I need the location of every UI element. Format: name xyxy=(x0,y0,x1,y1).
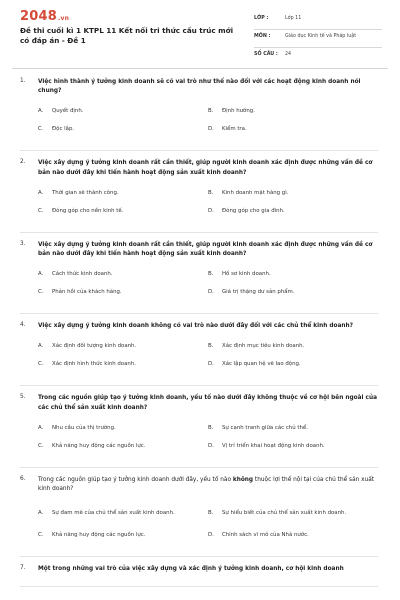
option-letter: D. xyxy=(208,207,214,214)
option-letter: C. xyxy=(38,442,44,449)
option-letter: B. xyxy=(208,343,214,350)
option-text: Đóng góp cho gia đình. xyxy=(222,207,285,214)
option-b[interactable] xyxy=(208,107,378,115)
option-d[interactable] xyxy=(208,442,378,450)
question-3 xyxy=(20,241,378,314)
question-1 xyxy=(20,78,378,151)
meta-key-class: LỚP : xyxy=(254,16,269,21)
option-text: Sự hiểu biết của chủ thể sản xuất kinh doanh. xyxy=(222,510,347,517)
document-header xyxy=(0,0,400,62)
option-text: Thời gian sẽ thành công. xyxy=(52,189,119,196)
option-text: Xác định hình thức kinh doanh. xyxy=(52,361,136,368)
meta-row-question-count xyxy=(254,48,382,65)
question-number: 4. xyxy=(20,322,26,329)
question-7 xyxy=(20,565,378,587)
option-text: Hồ sơ kinh doanh. xyxy=(222,271,271,278)
question-5 xyxy=(20,394,378,467)
option-text: Khả năng huy động các nguồn lực. xyxy=(52,442,146,449)
question-4 xyxy=(20,322,378,386)
option-text: Kiểm tra. xyxy=(222,126,247,133)
option-c[interactable] xyxy=(38,442,208,450)
question-text: Việc xây dựng ý tưởng kinh doanh rất cần thiết, giúp người kinh doanh xác định được những vấn đề cơ bản nào dưới đây khi tiến hành hoạt động sản xuất kinh doanh? xyxy=(38,241,373,258)
option-text: Kinh doanh mặt hàng gì. xyxy=(222,189,289,196)
answer-options xyxy=(38,265,378,301)
option-text: Chính sách vĩ mô của Nhà nước. xyxy=(222,532,309,539)
option-b[interactable] xyxy=(208,189,378,197)
option-a[interactable] xyxy=(38,342,208,350)
question-text: Việc xây dựng ý tưởng kinh doanh không có vai trò nào dưới đây đối với các chủ thể kinh doanh? xyxy=(38,323,354,330)
option-a[interactable] xyxy=(38,189,208,197)
question-number: 5. xyxy=(20,394,26,401)
question-text: Việc hình thành ý tưởng kinh doanh sẽ có vai trò như thế nào đối với các hoạt động kinh doanh nói chung? xyxy=(38,79,361,95)
option-letter: C. xyxy=(38,126,44,133)
answer-options xyxy=(38,102,378,138)
option-b[interactable] xyxy=(208,342,378,350)
meta-value-subject: Giáo dục Kinh tế và Pháp luật xyxy=(285,34,357,39)
site-logo[interactable] xyxy=(20,9,69,24)
option-letter: A. xyxy=(38,108,44,115)
option-letter: C. xyxy=(38,361,44,368)
option-text: Giá trị thặng dư sản phẩm. xyxy=(222,289,295,296)
meta-row-subject xyxy=(254,30,382,48)
option-d[interactable] xyxy=(208,360,378,368)
option-d[interactable] xyxy=(208,288,378,296)
answer-options xyxy=(38,419,378,455)
meta-key-question-count: SỐ CÂU : xyxy=(254,52,278,57)
option-text: Vị trí triển khai hoạt động kinh doanh. xyxy=(222,442,325,449)
option-b[interactable] xyxy=(208,509,378,517)
question-number: 3. xyxy=(20,240,26,247)
question-text: Việc xây dựng ý tưởng kinh doanh rất cần thiết, giúp người kinh doanh xác định được những vấn đề cơ bản nào dưới đây khi tiến hành hoạt động sản xuất kinh doanh? xyxy=(38,160,373,176)
answer-options xyxy=(38,500,378,544)
question-text: Một trong những vai trò của việc xây dựng và xác định ý tưởng kinh doanh, cơ hội kinh doanh xyxy=(38,566,344,573)
option-letter: D. xyxy=(208,442,214,449)
option-letter: A. xyxy=(38,271,44,278)
option-letter: D. xyxy=(208,126,214,133)
option-a[interactable] xyxy=(38,270,208,278)
option-letter: B. xyxy=(208,510,214,517)
question-text xyxy=(38,476,378,494)
option-letter: C. xyxy=(38,207,44,214)
option-text: Xác lập quan hệ vẽ lao động. xyxy=(222,361,301,368)
option-text: Khả năng huy động các nguồn lực. xyxy=(52,532,146,539)
option-text: Độc lập. xyxy=(52,126,75,133)
question-number: 2. xyxy=(20,159,26,166)
question-emphasis: không xyxy=(232,476,254,483)
question-text-part: thuộc lợi thế nội tại của chủ thể sản xuất kinh doanh? xyxy=(38,476,375,493)
option-b[interactable] xyxy=(208,424,378,432)
option-letter: A. xyxy=(38,510,44,517)
option-c[interactable] xyxy=(38,125,208,133)
option-letter: A. xyxy=(38,424,44,431)
option-letter: C. xyxy=(38,532,44,539)
document-title: Đề thi cuối kì 1 KTPL 11 Kết nối tri thức cấu trúc mới có đáp án - Đề 1 xyxy=(20,26,234,45)
site-logo-suffix: .vn xyxy=(57,15,70,22)
question-text-part: Trong các nguồn giúp tạo ý tưởng kinh doanh dưới đây, yếu tố nào xyxy=(38,476,233,483)
option-c[interactable] xyxy=(38,360,208,368)
option-text: Phản hồi của khách hàng. xyxy=(52,289,122,296)
option-letter: A. xyxy=(38,189,44,196)
option-c[interactable] xyxy=(38,207,208,215)
question-number: 1. xyxy=(20,78,26,84)
question-2 xyxy=(20,159,378,232)
option-d[interactable] xyxy=(208,531,378,539)
option-letter: C. xyxy=(38,289,44,296)
document-meta xyxy=(254,12,382,65)
option-a[interactable] xyxy=(38,107,208,115)
answer-options xyxy=(38,337,378,373)
meta-key-subject: MÔN : xyxy=(254,34,271,39)
option-letter: D. xyxy=(208,361,214,368)
meta-value-class: Lớp 11 xyxy=(285,16,302,21)
question-6 xyxy=(20,476,378,557)
question-number: 6. xyxy=(20,475,26,482)
option-text: Sự cạnh tranh giữa các chủ thể. xyxy=(222,424,308,431)
option-text: Cách thức kinh doanh. xyxy=(52,271,113,278)
option-a[interactable] xyxy=(38,509,208,517)
option-letter: D. xyxy=(208,532,214,539)
header-divider xyxy=(12,68,388,69)
option-b[interactable] xyxy=(208,270,378,278)
option-letter: B. xyxy=(208,424,214,431)
option-text: Quyết định. xyxy=(52,108,84,115)
option-letter: A. xyxy=(38,343,44,350)
meta-value-question-count: 24 xyxy=(285,52,292,57)
option-text: Định hướng. xyxy=(222,108,255,115)
answer-options xyxy=(38,184,378,220)
option-a[interactable] xyxy=(38,424,208,432)
meta-row-class xyxy=(254,12,382,30)
option-letter: B. xyxy=(208,108,214,115)
option-text: Xác định mục tiêu kinh doanh. xyxy=(222,343,305,350)
site-logo-text: 2048 xyxy=(20,9,57,24)
question-list xyxy=(0,78,400,595)
option-d[interactable] xyxy=(208,207,378,215)
question-number: 7. xyxy=(20,565,26,572)
option-text: Đóng góp cho nền kinh tế. xyxy=(52,207,124,214)
option-d[interactable] xyxy=(208,125,378,133)
option-text: Xác định đối tượng kinh doanh. xyxy=(52,343,137,350)
option-letter: B. xyxy=(208,189,214,196)
option-letter: D. xyxy=(208,289,214,296)
option-text: Nhu cầu của thị trường. xyxy=(52,424,116,431)
option-c[interactable] xyxy=(38,531,208,539)
option-c[interactable] xyxy=(38,288,208,296)
option-letter: B. xyxy=(208,271,214,278)
question-text: Trong các nguồn giúp tạo ý tưởng kinh doanh, yếu tố nào dưới đây không thuộc về cơ hội bên ngoài của các chủ thể sản xuất kinh doanh? xyxy=(38,395,377,411)
option-text: Sự đam mê của chủ thể sản xuất kinh doanh. xyxy=(52,510,175,517)
